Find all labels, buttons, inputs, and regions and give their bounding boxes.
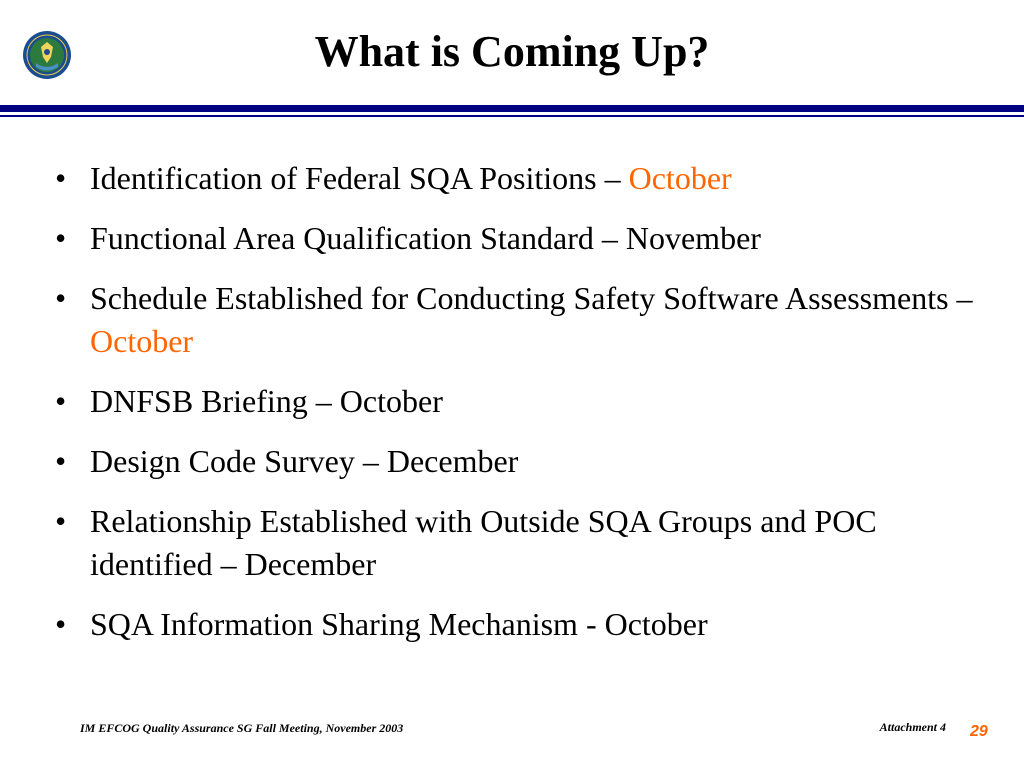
bullet-point-icon: • <box>55 443 67 479</box>
bullet-point-icon: • <box>55 383 67 419</box>
bullet-point-icon: • <box>55 503 67 539</box>
header-rule-thick <box>0 105 1024 112</box>
bullet-text: Functional Area Qualification Standard – November <box>90 220 761 256</box>
header-rule-thin <box>0 115 1024 117</box>
bullet-text: Schedule Established for Conducting Safety Software Assessments – <box>90 280 973 316</box>
bullet-point-icon: • <box>55 606 67 642</box>
bullet-text: SQA Information Sharing Mechanism - October <box>90 606 708 642</box>
bullet-highlight: October <box>90 323 194 359</box>
footer-attachment-label: Attachment 4 <box>879 720 946 734</box>
page-number: 29 <box>970 723 988 740</box>
bullet-text: Identification of Federal SQA Positions – <box>90 160 629 196</box>
bullet-item <box>55 603 985 646</box>
bullet-item <box>55 500 985 586</box>
bullet-item <box>55 380 985 423</box>
bullet-text: Relationship Established with Outside SQA Groups and POC identified – December <box>90 503 877 582</box>
footer-meeting-label: IM EFCOG Quality Assurance SG Fall Meeting, November 2003 <box>80 721 404 735</box>
bullet-item <box>55 217 985 260</box>
bullet-item <box>55 157 985 200</box>
slide-title: What is Coming Up? <box>314 27 710 76</box>
bullet-text: DNFSB Briefing – October <box>90 383 443 419</box>
bullet-list <box>55 157 985 663</box>
bullet-text: Design Code Survey – December <box>90 443 519 479</box>
bullet-point-icon: • <box>55 280 67 316</box>
bullet-point-icon: • <box>55 160 67 196</box>
bullet-highlight: October <box>628 160 732 196</box>
bullet-item <box>55 440 985 483</box>
bullet-item <box>55 277 985 363</box>
bullet-point-icon: • <box>55 220 67 256</box>
